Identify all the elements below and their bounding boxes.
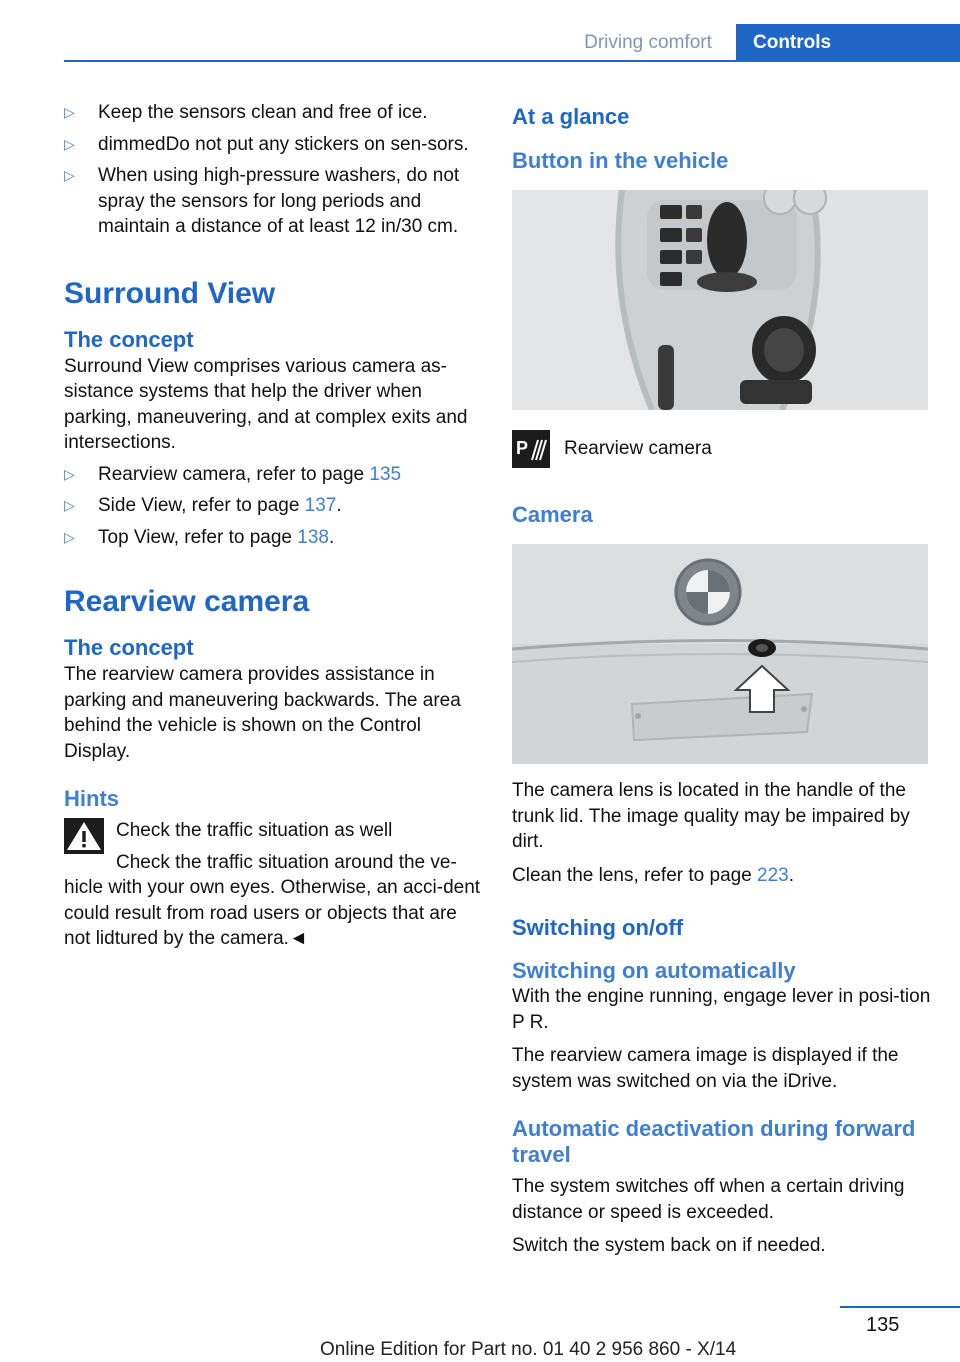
warning-text: Check the traffic situation around the ve‐hicle with your own eyes. Otherwise, an acci‐dent could result from road users or objects that are not lidtured by the camera.◄: [64, 851, 481, 949]
list-item: ▷ Top View, refer to page 138.: [64, 525, 482, 557]
surround-view-heading: Surround View: [64, 276, 276, 310]
page-link-138[interactable]: 138: [297, 526, 329, 548]
warning-block: [64, 818, 482, 844]
rearview-camera-heading: Rearview camera: [64, 585, 310, 618]
switching-heading: Switching on/off: [512, 915, 684, 940]
header-tab-controls: Controls: [736, 24, 960, 62]
triangle-bullet-icon: ▷: [64, 167, 75, 183]
idrive-text: The rearview camera image is displayed if the system was switched on via the iDrive.: [512, 1045, 899, 1092]
button-in-vehicle-heading: Button in the vehicle: [512, 148, 729, 173]
trunk-camera-illustration: [512, 544, 928, 764]
sensor-care-list: [64, 100, 482, 246]
rearview-camera-button-icon: [512, 430, 550, 468]
list-item: ▷ dimmedDo not put any stickers on sen‐sors.: [64, 132, 482, 164]
camera-location-text: The camera lens is located in the handle of the trunk lid. The image quality may be impaired by dirt.: [512, 780, 910, 852]
camera-heading: Camera: [512, 502, 593, 527]
footer-rule: [840, 1306, 960, 1308]
rearview-concept-heading: The concept: [64, 635, 194, 660]
auto-on-text: With the engine running, engage lever in posi‐tion P R.: [512, 986, 931, 1033]
surround-refs-list: [64, 462, 482, 557]
console-button-image: [512, 190, 928, 410]
surround-concept-text: Surround View comprises various camera as‐sistance systems that help the driver when parking, maneuvering, and at complex exits and intersections.: [64, 355, 468, 453]
header-rule: [64, 60, 960, 62]
parking-assist-icon: [512, 430, 550, 468]
list-item: ▷ Rearview camera, refer to page 135: [64, 462, 482, 494]
rearview-concept-text: The rearview camera provides assistance in parking and maneuvering backwards. The area behind the vehicle is shown on the Control Display.: [64, 664, 461, 762]
center-console-illustration: [512, 190, 928, 410]
online-edition-text: Online Edition for Part no. 01 40 2 956 860 - X/14: [320, 1339, 737, 1360]
right-column: [512, 100, 932, 1259]
list-item: ▷ Side View, refer to page 137.: [64, 493, 482, 525]
svg-text:P: P: [516, 438, 529, 458]
triangle-bullet-icon: ▷: [64, 104, 75, 120]
triangle-bullet-icon: ▷: [64, 465, 75, 482]
auto-on-heading: Switching on automatically: [512, 958, 796, 983]
triangle-bullet-icon: ▷: [64, 135, 75, 152]
button-caption-text: Rearview camera: [564, 438, 712, 459]
warning-heading: Check the traffic situation as well: [116, 820, 393, 841]
button-caption: [512, 430, 932, 468]
auto-off-text: The system switches off when a certain driving distance or speed is exceeded.: [512, 1176, 905, 1223]
page-link-223[interactable]: 223: [757, 864, 789, 886]
hints-heading: Hints: [64, 786, 119, 811]
page-link-137[interactable]: 137: [304, 495, 337, 516]
header-section-title: Driving comfort: [584, 32, 712, 53]
surround-concept-heading: The concept: [64, 326, 194, 352]
triangle-bullet-icon: ▷: [64, 497, 75, 513]
switch-back-text: Switch the system back on if needed.: [512, 1235, 826, 1256]
left-column: [64, 100, 482, 952]
clean-lens-text: Clean the lens, refer to page 223.: [512, 864, 795, 886]
triangle-bullet-icon: ▷: [64, 528, 75, 545]
page-link-135[interactable]: 135: [369, 463, 402, 485]
auto-off-heading: Automatic deactivation during forward travel: [512, 1116, 916, 1167]
camera-location-image: [512, 544, 928, 764]
list-item: ▷ Keep the sensors clean and free of ice.: [64, 100, 482, 132]
at-a-glance-heading: At a glance: [512, 104, 630, 129]
warning-triangle-icon: [64, 818, 104, 854]
list-item: ▷ When using high-pressure washers, do not spray the sensors for long periods and maintain a distance of at least 12 in/30 cm.: [64, 165, 460, 237]
page-number: 135: [866, 1314, 900, 1336]
